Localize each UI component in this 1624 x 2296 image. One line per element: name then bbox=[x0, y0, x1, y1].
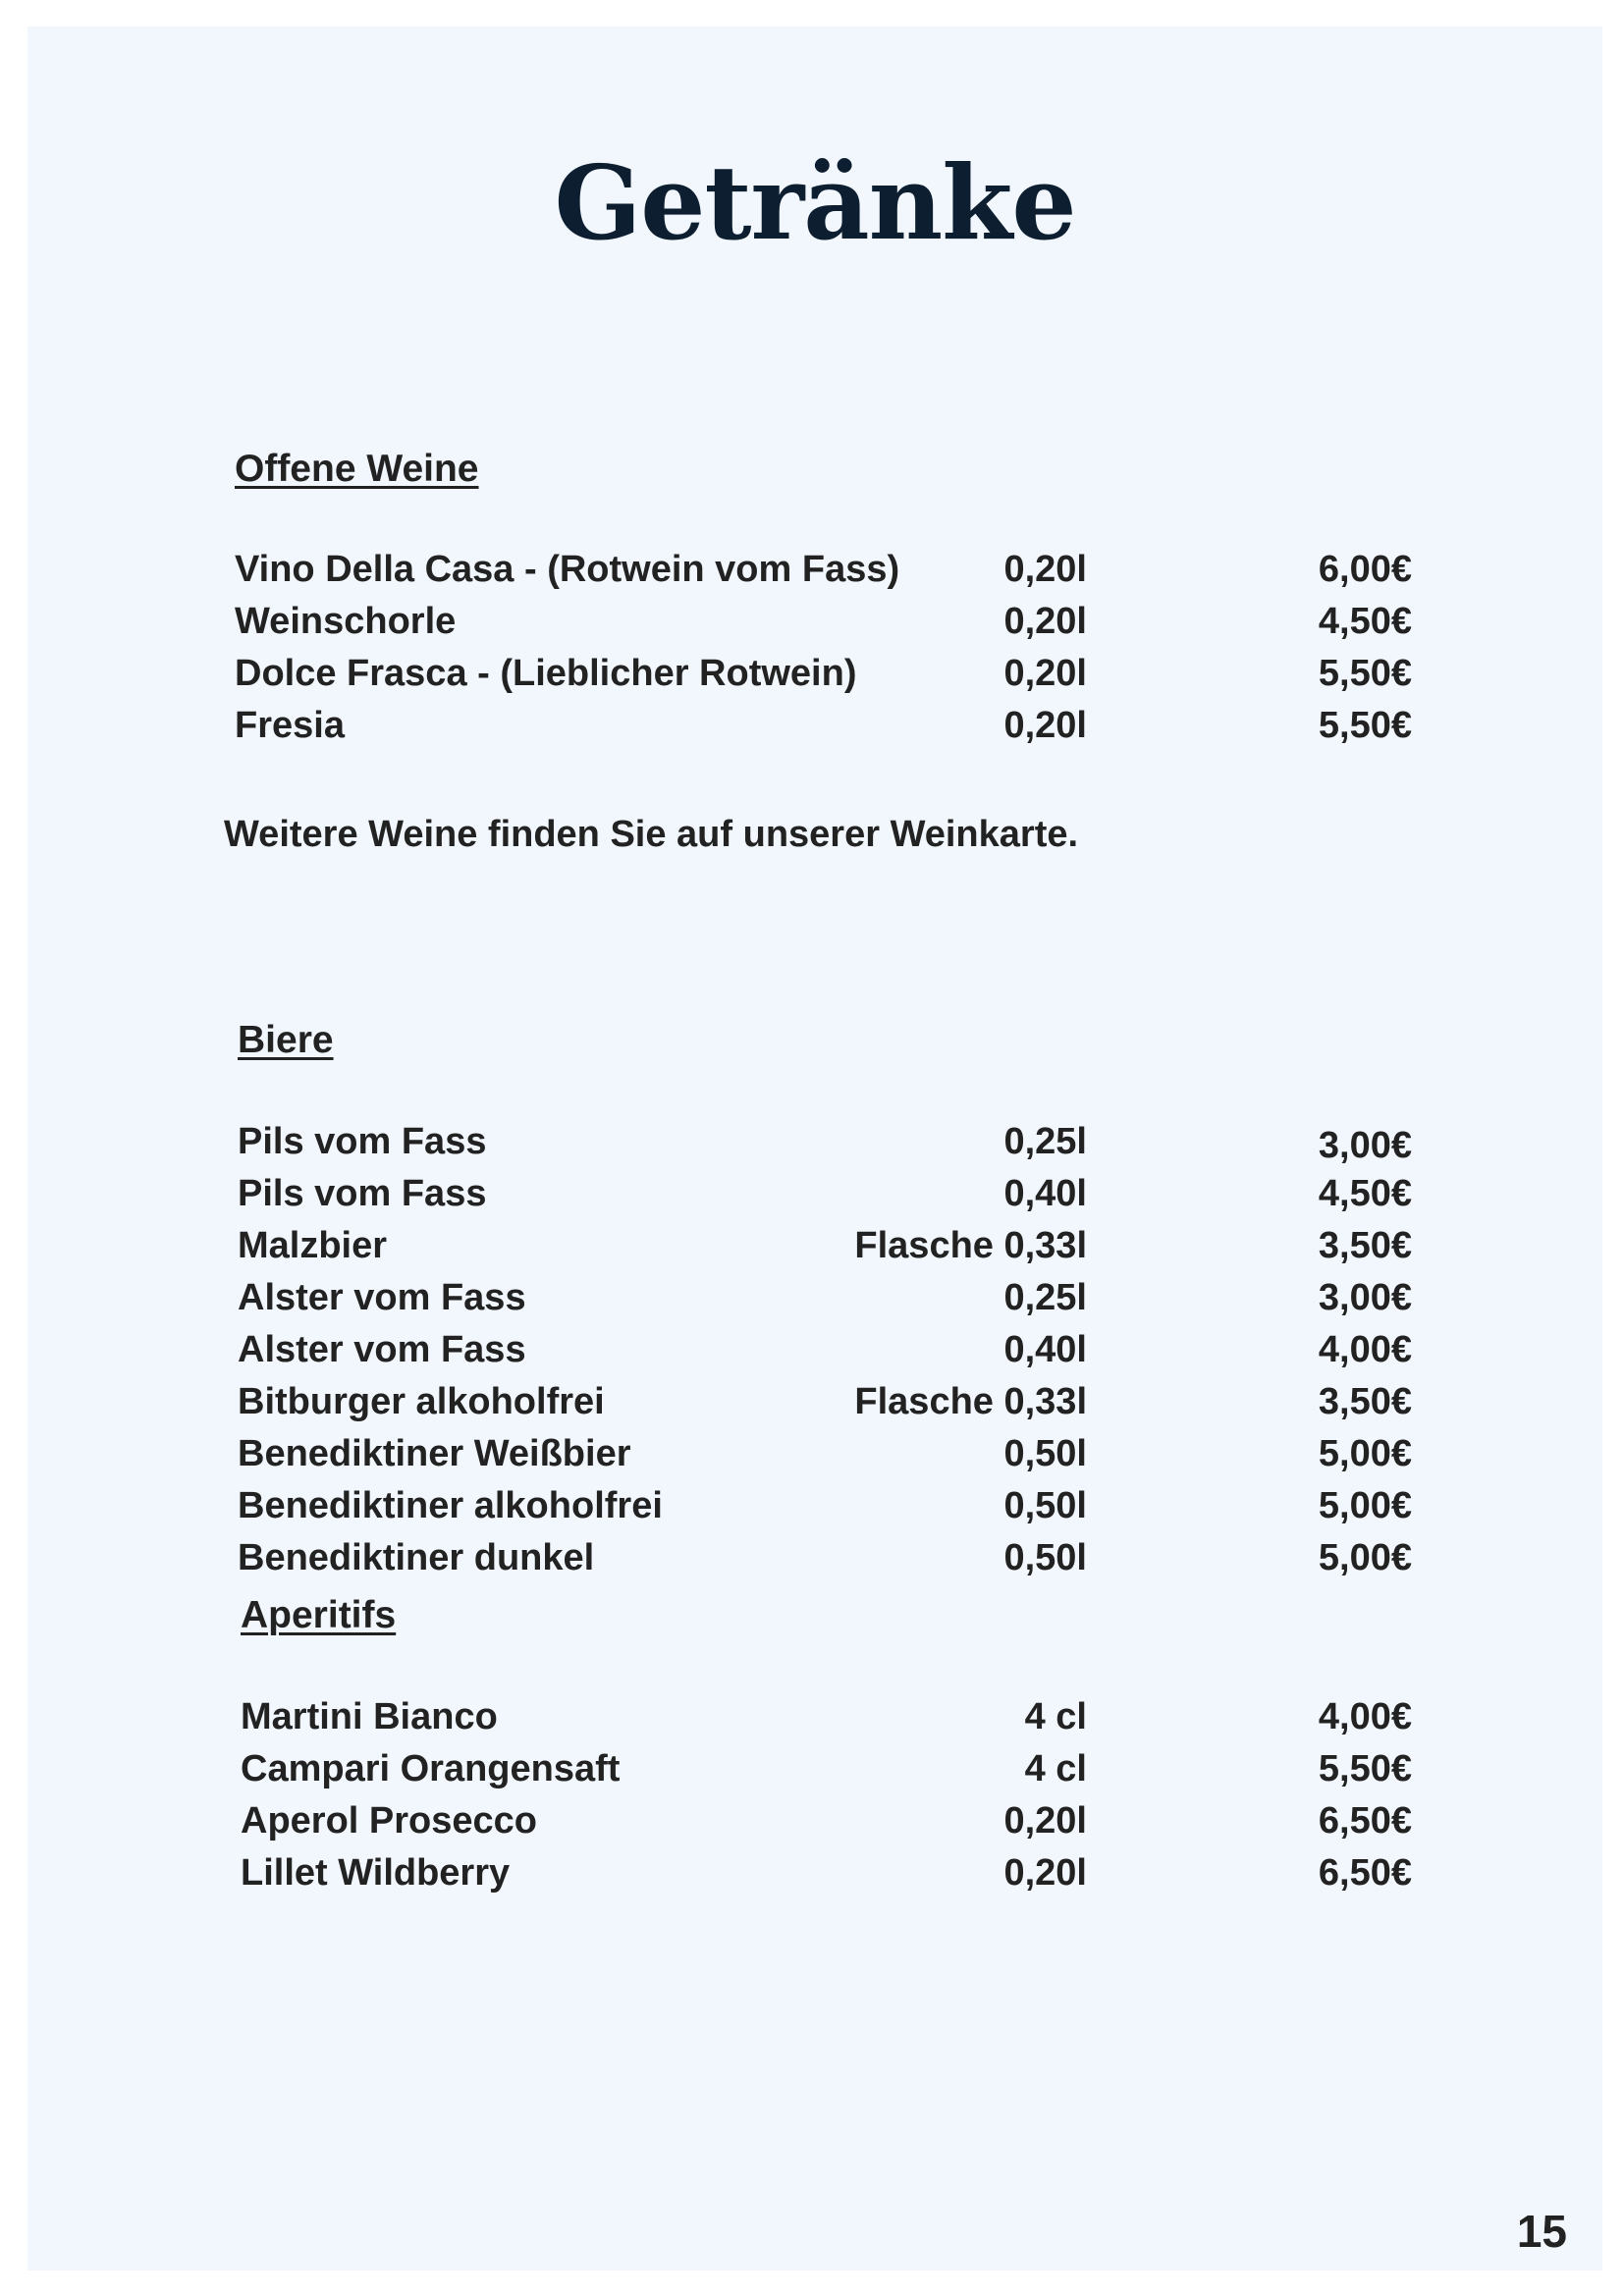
item-size: 0,50l bbox=[1003, 1433, 1087, 1474]
item-size: Flasche 0,33l bbox=[854, 1381, 1087, 1422]
item-name: Alster vom Fass bbox=[238, 1329, 526, 1370]
list-item bbox=[27, 1691, 1602, 1743]
list-item bbox=[27, 1480, 1602, 1532]
item-price: 4,50€ bbox=[1318, 1173, 1412, 1214]
list-item bbox=[27, 1428, 1602, 1480]
list-item bbox=[27, 1847, 1602, 1899]
item-price: 5,50€ bbox=[1318, 653, 1412, 694]
item-size: 0,20l bbox=[1003, 601, 1087, 642]
item-size: 0,20l bbox=[1003, 653, 1087, 694]
item-price: 3,00€ bbox=[1318, 1277, 1412, 1318]
item-size: 0,40l bbox=[1003, 1329, 1087, 1370]
item-name: Aperol Prosecco bbox=[241, 1800, 537, 1842]
wine-list bbox=[27, 544, 1602, 752]
item-name: Alster vom Fass bbox=[238, 1277, 526, 1318]
section-heading-beers: Biere bbox=[238, 1019, 334, 1061]
item-size: 0,50l bbox=[1003, 1537, 1087, 1578]
item-size: 0,25l bbox=[1003, 1121, 1087, 1162]
menu-page bbox=[27, 27, 1602, 2270]
item-price: 3,50€ bbox=[1318, 1381, 1412, 1422]
item-size: 0,20l bbox=[1003, 1800, 1087, 1842]
list-item bbox=[27, 1220, 1602, 1272]
list-item bbox=[27, 544, 1602, 596]
wine-note: Weitere Weine finden Sie auf unserer Weinkarte. bbox=[224, 814, 1079, 855]
item-price: 5,50€ bbox=[1318, 705, 1412, 746]
item-name: Vino Della Casa - (Rotwein vom Fass) bbox=[235, 549, 900, 590]
list-item bbox=[27, 1795, 1602, 1847]
item-price: 5,00€ bbox=[1318, 1433, 1412, 1474]
item-size: 0,20l bbox=[1003, 549, 1087, 590]
item-price: 3,50€ bbox=[1318, 1225, 1412, 1266]
list-item bbox=[27, 1376, 1602, 1428]
item-name: Lillet Wildberry bbox=[241, 1852, 511, 1894]
item-name: Pils vom Fass bbox=[238, 1173, 487, 1214]
item-price: 6,50€ bbox=[1318, 1800, 1412, 1842]
item-size: Flasche 0,33l bbox=[854, 1225, 1087, 1266]
item-name: Malzbier bbox=[238, 1225, 388, 1266]
item-price: 6,00€ bbox=[1318, 549, 1412, 590]
item-size: 0,40l bbox=[1003, 1173, 1087, 1214]
item-price: 5,00€ bbox=[1318, 1485, 1412, 1526]
item-name: Fresia bbox=[235, 705, 345, 746]
list-item bbox=[27, 596, 1602, 648]
item-name: Benediktiner Weißbier bbox=[238, 1433, 631, 1474]
item-price: 4,00€ bbox=[1318, 1696, 1412, 1737]
item-name: Campari Orangensaft bbox=[241, 1748, 621, 1789]
item-name: Benediktiner dunkel bbox=[238, 1537, 595, 1578]
item-name: Bitburger alkoholfrei bbox=[238, 1381, 605, 1422]
item-size: 0,50l bbox=[1003, 1485, 1087, 1526]
list-item bbox=[27, 1324, 1602, 1376]
list-item bbox=[27, 700, 1602, 752]
item-price: 5,50€ bbox=[1318, 1748, 1412, 1789]
item-price: 5,00€ bbox=[1318, 1537, 1412, 1578]
item-size: 4 cl bbox=[1024, 1748, 1087, 1789]
item-size: 0,20l bbox=[1003, 705, 1087, 746]
item-name: Martini Bianco bbox=[241, 1696, 498, 1737]
item-name: Pils vom Fass bbox=[238, 1121, 487, 1162]
page-title: Getränke bbox=[554, 141, 1076, 263]
list-item bbox=[27, 648, 1602, 700]
beer-list bbox=[27, 1116, 1602, 1584]
item-price: 6,50€ bbox=[1318, 1852, 1412, 1894]
list-item bbox=[27, 1272, 1602, 1324]
aperitif-list bbox=[27, 1691, 1602, 1899]
item-price: 3,00€ bbox=[1318, 1125, 1412, 1166]
item-size: 0,20l bbox=[1003, 1852, 1087, 1894]
section-heading-wines: Offene Weine bbox=[235, 448, 479, 490]
item-name: Weinschorle bbox=[235, 601, 457, 642]
list-item bbox=[27, 1168, 1602, 1220]
item-size: 4 cl bbox=[1024, 1696, 1087, 1737]
item-size: 0,25l bbox=[1003, 1277, 1087, 1318]
list-item bbox=[27, 1532, 1602, 1584]
list-item bbox=[27, 1116, 1602, 1168]
item-name: Benediktiner alkoholfrei bbox=[238, 1485, 663, 1526]
item-price: 4,50€ bbox=[1318, 601, 1412, 642]
item-price: 4,00€ bbox=[1318, 1329, 1412, 1370]
item-name: Dolce Frasca - (Lieblicher Rotwein) bbox=[235, 653, 857, 694]
list-item bbox=[27, 1743, 1602, 1795]
section-heading-aperitifs: Aperitifs bbox=[241, 1594, 397, 1636]
page-number: 15 bbox=[1516, 2206, 1567, 2257]
